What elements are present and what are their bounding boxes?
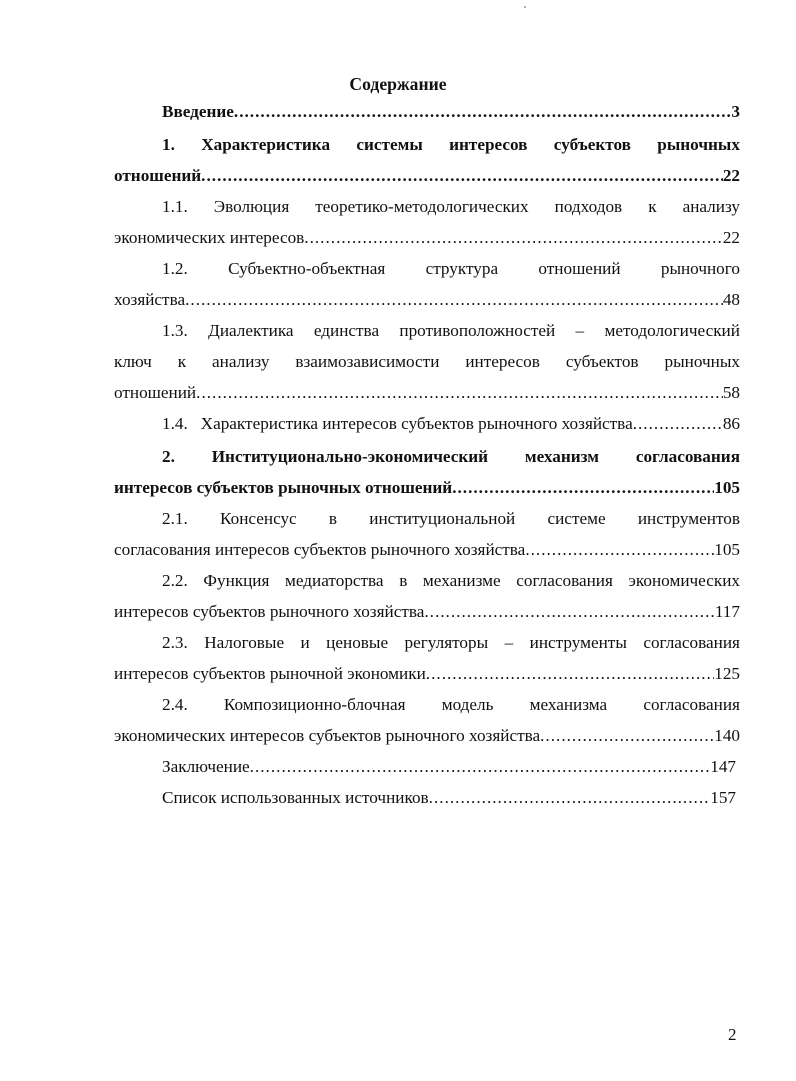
toc-word: единства: [313, 321, 380, 340]
toc-word: Диалектика: [208, 321, 294, 340]
toc-leader-dots: [185, 289, 723, 311]
toc-word: рыночных: [657, 135, 740, 154]
toc-word: 2.1.: [162, 509, 188, 528]
toc-word: анализу: [682, 197, 740, 216]
toc-entry-chapter-2: [162, 446, 740, 468]
toc-page-number: 22: [722, 166, 740, 185]
toc-word: рыночного: [660, 259, 740, 278]
toc-word: субъектов: [553, 135, 631, 154]
toc-entry-1-4: [162, 413, 740, 435]
toc-word: 1.3.: [162, 321, 188, 340]
toc-word: Субъектно-объектная: [228, 259, 386, 278]
toc-entry-sources: [162, 787, 736, 809]
scan-speck: [524, 6, 526, 8]
toc-word: в: [399, 571, 408, 590]
toc-leader-dots: [426, 663, 714, 685]
toc-word: согласования: [516, 571, 613, 590]
toc-entry-1-3: [162, 320, 740, 342]
toc-word: анализу: [212, 352, 270, 371]
toc-entry-1-3-line2: [114, 351, 740, 373]
toc-word: –: [575, 321, 585, 340]
toc-entry-label: 1.4. Характеристика интересов субъектов рыночного хозяйства: [162, 414, 633, 433]
toc-word: 2.2.: [162, 571, 188, 590]
toc-leader-dots: [424, 601, 714, 623]
toc-word: теоретико-методологических: [315, 197, 529, 216]
toc-word: системе: [547, 509, 606, 528]
toc-word: к: [177, 352, 187, 371]
toc-word: 2.: [162, 447, 175, 466]
toc-entry-2-4-cont: [114, 725, 740, 747]
toc-page-number: 105: [714, 540, 740, 559]
toc-entry-label: хозяйства: [114, 290, 186, 309]
toc-word: механизма: [529, 695, 608, 714]
toc-word: методологический: [604, 321, 740, 340]
toc-page-number: 105: [714, 478, 740, 497]
toc-page-number: 117: [714, 602, 740, 621]
toc-word: согласования: [635, 447, 740, 466]
toc-entry-2-1-cont: [114, 539, 740, 561]
toc-leader-dots: [540, 725, 714, 747]
toc-word: противоположностей: [399, 321, 556, 340]
toc-entry-label: экономических интересов: [114, 228, 305, 247]
toc-entry-conclusion: [162, 756, 736, 778]
toc-word: согласования: [643, 633, 740, 652]
toc-entry-1-1: [162, 196, 740, 218]
toc-entry-1-2: [162, 258, 740, 280]
toc-entry-2-3: [162, 632, 740, 654]
toc-page-number: 157: [710, 788, 736, 807]
toc-entry-chapter-1-cont: [114, 165, 740, 187]
toc-word: Консенсус: [220, 509, 297, 528]
toc-word: согласования: [643, 695, 740, 714]
toc-word: системы: [356, 135, 423, 154]
toc-word: механизм: [524, 447, 600, 466]
toc-word: 2.4.: [162, 695, 188, 714]
toc-word: модель: [441, 695, 494, 714]
toc-entry-2-1: [162, 508, 740, 530]
toc-entry-2-2-cont: [114, 601, 740, 623]
toc-word: рыночных: [664, 352, 740, 371]
toc-word: механизме: [422, 571, 501, 590]
toc-leader-dots: [452, 477, 714, 499]
toc-leader-dots: [250, 756, 711, 778]
toc-page-number: 58: [722, 383, 740, 402]
toc-word: экономических: [628, 571, 740, 590]
toc-entry-2-4: [162, 694, 740, 716]
toc-word: 2.3.: [162, 633, 188, 652]
toc-word: и: [300, 633, 310, 652]
toc-entry-label: интересов субъектов рыночного хозяйства: [114, 602, 425, 621]
toc-entry-label: Заключение: [162, 757, 250, 776]
toc-word: подходов: [554, 197, 623, 216]
toc-entry-2-3-cont: [114, 663, 740, 685]
toc-leader-dots: [201, 165, 723, 187]
toc-page-number: 48: [722, 290, 740, 309]
toc-leader-dots: [196, 382, 723, 404]
toc-page-number: 125: [714, 664, 740, 683]
toc-entry-label: Введение: [162, 102, 234, 121]
toc-entry-label: экономических интересов субъектов рыночного хозяйства: [114, 726, 541, 745]
toc-word: ключ: [114, 352, 152, 371]
toc-word: Налоговые: [204, 633, 285, 652]
toc-word: ценовые: [326, 633, 389, 652]
toc-leader-dots: [525, 539, 714, 561]
toc-word: интересов: [465, 352, 540, 371]
toc-leader-dots: [304, 227, 723, 249]
toc-word: 1.: [162, 135, 175, 154]
toc-page-number: 147: [710, 757, 736, 776]
toc-entry-chapter-2-cont: [114, 477, 740, 499]
toc-word: –: [504, 633, 514, 652]
toc-word: Композиционно-блочная: [223, 695, 406, 714]
toc-word: субъектов: [565, 352, 639, 371]
toc-leader-dots: [234, 101, 732, 123]
toc-entry-2-2: [162, 570, 740, 592]
toc-entry-1-3-cont: [114, 382, 740, 404]
toc-entry-chapter-1: [162, 134, 740, 156]
toc-page-number: 86: [722, 414, 740, 433]
toc-entry-label: Список использованных источников: [162, 788, 429, 807]
toc-page-number: 22: [722, 228, 740, 247]
toc-page-number: 3: [731, 102, 740, 121]
toc-word: регуляторы: [404, 633, 489, 652]
toc-entry-1-2-cont: [114, 289, 740, 311]
page-title: Содержание: [349, 74, 447, 94]
toc-entry-intro: [162, 101, 740, 123]
toc-leader-dots: [429, 787, 711, 809]
toc-word: к: [648, 197, 657, 216]
toc-word: интересов: [449, 135, 528, 154]
toc-word: Характеристика: [201, 135, 331, 154]
toc-entry-label: отношений: [114, 383, 197, 402]
toc-leader-dots: [633, 413, 723, 435]
toc-word: Функция: [203, 571, 270, 590]
toc-word: Эволюция: [213, 197, 290, 216]
toc-word: инструментов: [637, 509, 740, 528]
toc-entry-label: отношений: [114, 166, 202, 185]
toc-page-number: 140: [714, 726, 740, 745]
toc-entry-label: интересов субъектов рыночной экономики: [114, 664, 426, 683]
toc-word: 1.1.: [162, 197, 188, 216]
toc-word: инструменты: [529, 633, 627, 652]
toc-entry-label: согласования интересов субъектов рыночного хозяйства: [114, 540, 526, 559]
toc-word: в: [328, 509, 338, 528]
toc-word: отношений: [538, 259, 621, 278]
toc-word: институциональной: [369, 509, 516, 528]
toc-word: 1.2.: [162, 259, 188, 278]
page-number: 2: [728, 1025, 737, 1044]
toc-word: медиаторства: [285, 571, 384, 590]
toc-entry-1-1-cont: [114, 227, 740, 249]
toc-word: взаимозависимости: [295, 352, 440, 371]
toc-entry-label: интересов субъектов рыночных отношений: [114, 478, 453, 497]
toc-word: структура: [425, 259, 499, 278]
toc-word: Институционально-экономический: [211, 447, 489, 466]
